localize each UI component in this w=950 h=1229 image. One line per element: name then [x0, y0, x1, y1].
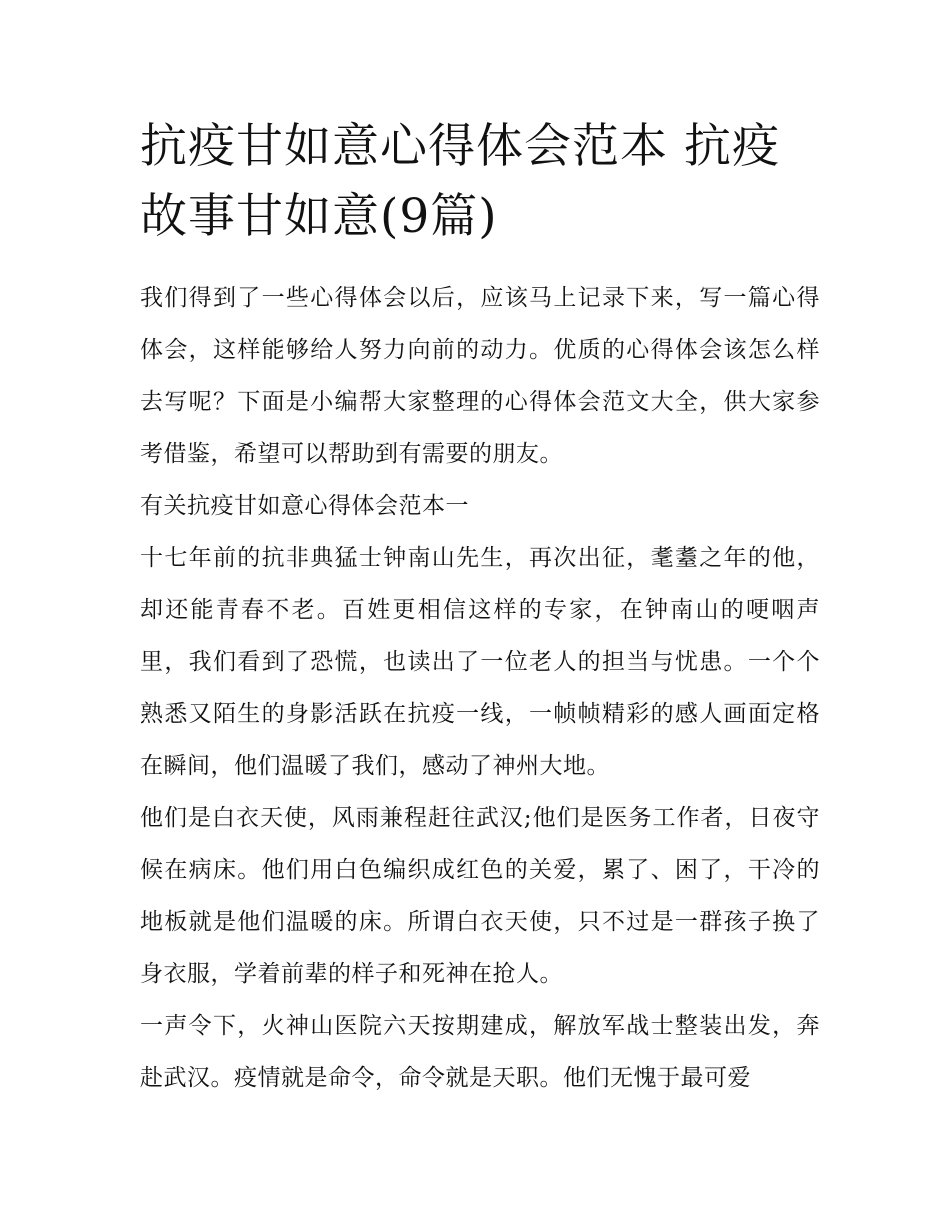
paragraph-zhong-nanshan: 十七年前的抗非典猛士钟南山先生，再次出征，耄耋之年的他，却还能青春不老。百姓更相信这样的专家，在钟南山的哽咽声里，我们看到了恐慌，也读出了一位老人的担当与忧患。一个个熟悉又陌生的身影活跃在抗疫一线，一帧帧精彩的感人画面定格在瞬间，他们温暖了我们，感动了神州大地。: [140, 545, 820, 779]
document-page: [140, 112, 820, 1104]
document-title: 抗疫甘如意心得体会范本 抗疫故事甘如意(9篇): [140, 119, 780, 244]
paragraph-huoshenshan: 一声令下，火神山医院六天按期建成，解放军战士整装出发，奔赴武汉。疫情就是命令，命令就是天职。他们无愧于最可爱: [140, 1013, 820, 1091]
paragraph-white-angels: 他们是白衣天使，风雨兼程赶往武汉;他们是医务工作者，日夜守候在病床。他们用白色编织成红色的关爱，累了、困了，干冷的地板就是他们温暖的床。所谓白衣天使，只不过是一群孩子换了身衣服，学着前辈的样子和死神在抢人。: [140, 805, 820, 987]
paragraph-intro: 我们得到了一些心得体会以后，应该马上记录下来，写一篇心得体会，这样能够给人努力向前的动力。优质的心得体会该怎么样去写呢？下面是小编帮大家整理的心得体会范文大全，供大家参考借鉴，希望可以帮助到有需要的朋友。: [140, 285, 820, 467]
section-heading: 有关抗疫甘如意心得体会范本一: [140, 493, 469, 519]
